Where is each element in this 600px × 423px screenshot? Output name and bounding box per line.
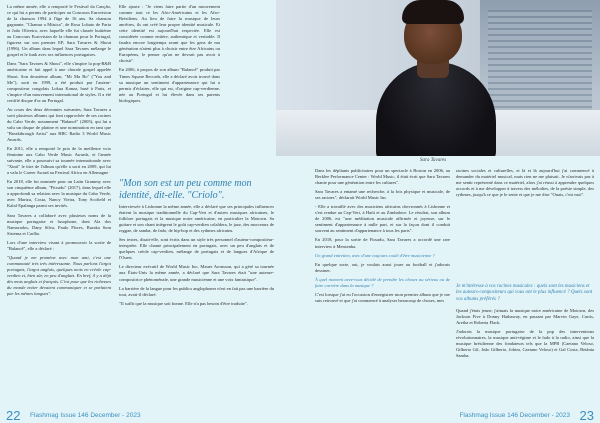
paragraph: En 2006, à propos de son album "Balancê" produit par Times Square Records, elle a déclaré avoir trouvé dans sa musique un sentiment d'appartenance qui lui a permis d'éclairer, elle qui est, d'origine cap-verdienne, née au Portugal et lui élevée dans ses parents biologiques.: [119, 67, 220, 103]
page-number-left: 22: [6, 408, 21, 423]
paragraph: Sara Tavares a entamé une recherche, à la fois physique et musicale, de ses racines", déclarait World Music Inc.: [315, 189, 450, 201]
article-column-3: [119, 204, 274, 408]
paragraph: Dans les dépliants publicitaires pour un spectacle à Boston en 2006, au Berklee Performance Center : World Music, il était écrit que Sara Tavares chante pour une génération entre les cultures".: [315, 168, 450, 186]
paragraph: En 2018, elle fut nominée pour un Latin Grammy avec son cinquième album, "Fitxadu" (2017), dans lequel elle a approfondi sa relation avec la musique du Cabo Verde, avec Mariza, Costa, Nancy Vieira, Tony Scofield et Kalaf Epalanga parmi ses invités.: [7, 179, 111, 209]
article-column-1: [7, 4, 111, 409]
paragraph: J'adorais la musique portugaise de la pop des interventions révolutionnaires, la musique anti-régime et le fado à la radio, ainsi que la musique brésilienne des fondateurs tels que la MPB (Caetano Veloso, Gilberto Gil, João Gilberto, Jobim, Caetano Veloso) et Gal Costa, Betânia Samba.: [456, 329, 594, 359]
paragraph: racines sociales et culturelles, et là et là aujourd'hui j'ai commencé à demander du matériel musical, mais rien ne me plaisait. Je n'arrivais pas à me sentir représenté dans ce matériel, alors j'ai réussi à apprendre quelques accords et à me développer à travers des mélodies, de la poésie simple, des rythmes, jusqu'à ce que je le sente et que je me dise "Ouais, c'est moi".: [456, 168, 594, 198]
quoted-paragraph: "Quand je me promène avec mon ami, c'est une communauté très très intéressante. Nous parlons l'argot portugais, l'argot anglais, quelques mots en créole cap-verdien et, bien sûr, en peu d'anglais. En bref, il y a déjà des mots anglais et français. C'est pour que les richesses du monde entier devaient communiquer et se parlaient par les mêmes langues".: [7, 254, 111, 297]
paragraph: Sara Tavares a collaboré avec plusieurs noms de la musique portugaise et lusophone, dont Ala dos Namorados, Dany Silva, Paulo Flores, Buraka Som Sistema et Carlão.: [7, 212, 111, 236]
portrait-photo: [276, 0, 600, 156]
paragraph: En 2011, elle a remporté le prix de la meilleure voix féminine aux Cabo Verde Music Awards, et l'année suivante, elle a poursuivi sa tournée internationale avec "Xinti" le titre de l'album qu'elle a sorti en 2009, qui lui a valu le Career Award au Festival Africa en Allemagne: [7, 146, 111, 176]
page-number-right: 23: [579, 408, 594, 423]
paragraph: Elle ajoute : "Je viens faire partie d'un mouvement comme tout ce les Afro-Américains et les Afro-Brésiliens. Au lieu de faire la musique de leurs ancêtres, ils ont créé leur propre identité musicale. Et cette identité est aujourd'hui respectée. Elle est considérée comme entière, authentique et veritable. Il faudra encore longtemps avant que les gens de ma génération n'aient plus à choisir entre être Africains ou Européens, le penser qu'on ne devrait pas avoir à choisir".: [119, 4, 220, 64]
paragraph: Ses textes, disait-elle, sont écrits dans un style très personnel d'auteur-compositeur-interprète. Elle chante principalement en portugais, avec un peu d'anglais et de quelques créole cap-verdien, mélange de portugais et de langues d'Afrique de l'Ouest.: [119, 237, 274, 261]
article-column-2: [119, 4, 220, 176]
paragraph: La même année, elle a remporté le Festival da Canção, ce qui lui a permis de participer au Concours Eurovision de la chanson 1994 à l'âge de 16 ans. Sa chanson gagnante, "Chamar a Música", de Rosa Lobato de Faria et João Oliveira, avec laquelle elle fut classée huitième au Concours Eurovision de la chanson pour le Portugal, figurera sur son premier EP, Sara Tavares & Shout (1996). Un album dans lequel Sara Tavares mélange le gospel et le funk avec ses influences portugaises.: [7, 4, 111, 58]
interview-question: À quel moment avez-vous décidé de prendre les choses au sérieux ou de faire carrière dans la musique ?: [315, 276, 450, 288]
article-column-4: [315, 168, 450, 408]
paragraph: En 2018, pour la sortie de Fitxadu, Sara Tavares a accordé une rare interview à Mensenba.: [315, 237, 450, 249]
pull-quote: "Mon son est un peu comme mon identité, dit-elle. "Criolo".: [119, 178, 252, 201]
page-footer: [0, 408, 600, 423]
paragraph: C'est lorsque j'ai eu l'occasion d'enregistrer mon premier album que je me suis retrouvé et que j'ai commencé à analyser beaucoup de choses, mes: [315, 291, 450, 303]
paragraph: - Elle a travaillé avec des musiciens africains chevronnés à Lisbonne et s'est rendue au Cap-Vert, à Haïti et au Zimbabwe. Le résultat, son album de 2006, est "une méditation musicale affirmée et joyeuse, sur le sentiment d'appartenance à nulle part, et sur la façon dont il conduit souvent au sentiment d'appartenance à tous les parts".: [315, 204, 450, 234]
article-column-5-lower: [456, 308, 594, 408]
paragraph: Quand j'étais jeune, j'aimais la musique noire américaine de Motown, des Jackson Five à Donny Hathaway, en passant par Marvin Gaye, Curtis, Aretha et Roberta Flack.: [456, 308, 594, 326]
footer-issue-right: Flashmag Issue 146 December - 2023: [459, 412, 570, 419]
person-hair: [402, 0, 464, 24]
photo-caption: Sara Tavares: [420, 158, 447, 163]
article-column-5: [456, 168, 594, 282]
paragraph: "Il suffit que la musique soit bonne. Elle n'a pas besoin d'être traduite".: [119, 300, 249, 306]
paragraph: La barrière de la langue pour les publics anglophones n'est en fait pas une barrière du tout, avait-il déclaré.: [119, 285, 274, 297]
paragraph: Interviewée à Lisbonne la même année, elle a déclaré que ses principales influences étaient la musique traditionnelle du Cap-Vert et d'autres musiques africaines, le folklore portugais et la musique noire américaine, en particulier la Motown. Sa guitare et son chant intègrent le goût cap-verdien colaldera, le jazz, des morceaux de reggae, de samba, de fado, de hip-hop et des rythmes africains.: [119, 204, 274, 234]
paragraph: Le directeur exécutif de World Music Inc, Mauer Aronsson, qui a géré sa tournée aux États-Unis la même année, a déclaré que Sara Tavares était "une auteure-compositrice phénoménale, une grande musicienne et une voix fantastique".: [119, 264, 274, 282]
paragraph: Lors d'une interview visant à promouvoir la sortie de "Balancê", elle a déclaré :: [7, 239, 111, 251]
footer-issue-left: Flashmag Issue 146 December - 2023: [30, 412, 141, 419]
paragraph: Dans "Sara Tavares & Shout", elle s'inspire la pop-R&B américaine et fait appel à une chorale gospel appelée Shout. Son deuxième album, "Mi Ma Bo" ("You and Me"), sorti en 1999, a été produit par l'auteur-compositeur congolais Lokua Kanza, basé à Paris, et s'inspire d'un mouvement international de styles. Il a été certifié disque d'or au Portugal.: [7, 61, 111, 103]
paragraph: Au cours des deux décennies suivantes, Sara Tavares a sorti plusieurs albums qui font rapprochée de ses racines du Cabo Verde, notamment "Balancê" (2005), qui lui a valu un disque de platine et une nomination en tant que "Breakthrough Artist" aux BBC Radio 3 World Music Awards.: [7, 106, 111, 142]
paragraph: En quelque sorte, oui, je voulais aussi jouer au football et j'adorais dessiner.: [315, 261, 450, 273]
interview-question: Un grand entretien, avec d'une toujours coulé d'être musicienne ?: [315, 252, 435, 258]
interview-question-highlight: Je m'intéresse à vos racines musicales : quels sont les musiciens et les auteurs-compositeurs qui vous ont le plus influencé ? Quels sont vos albums préférés ?: [456, 284, 593, 302]
